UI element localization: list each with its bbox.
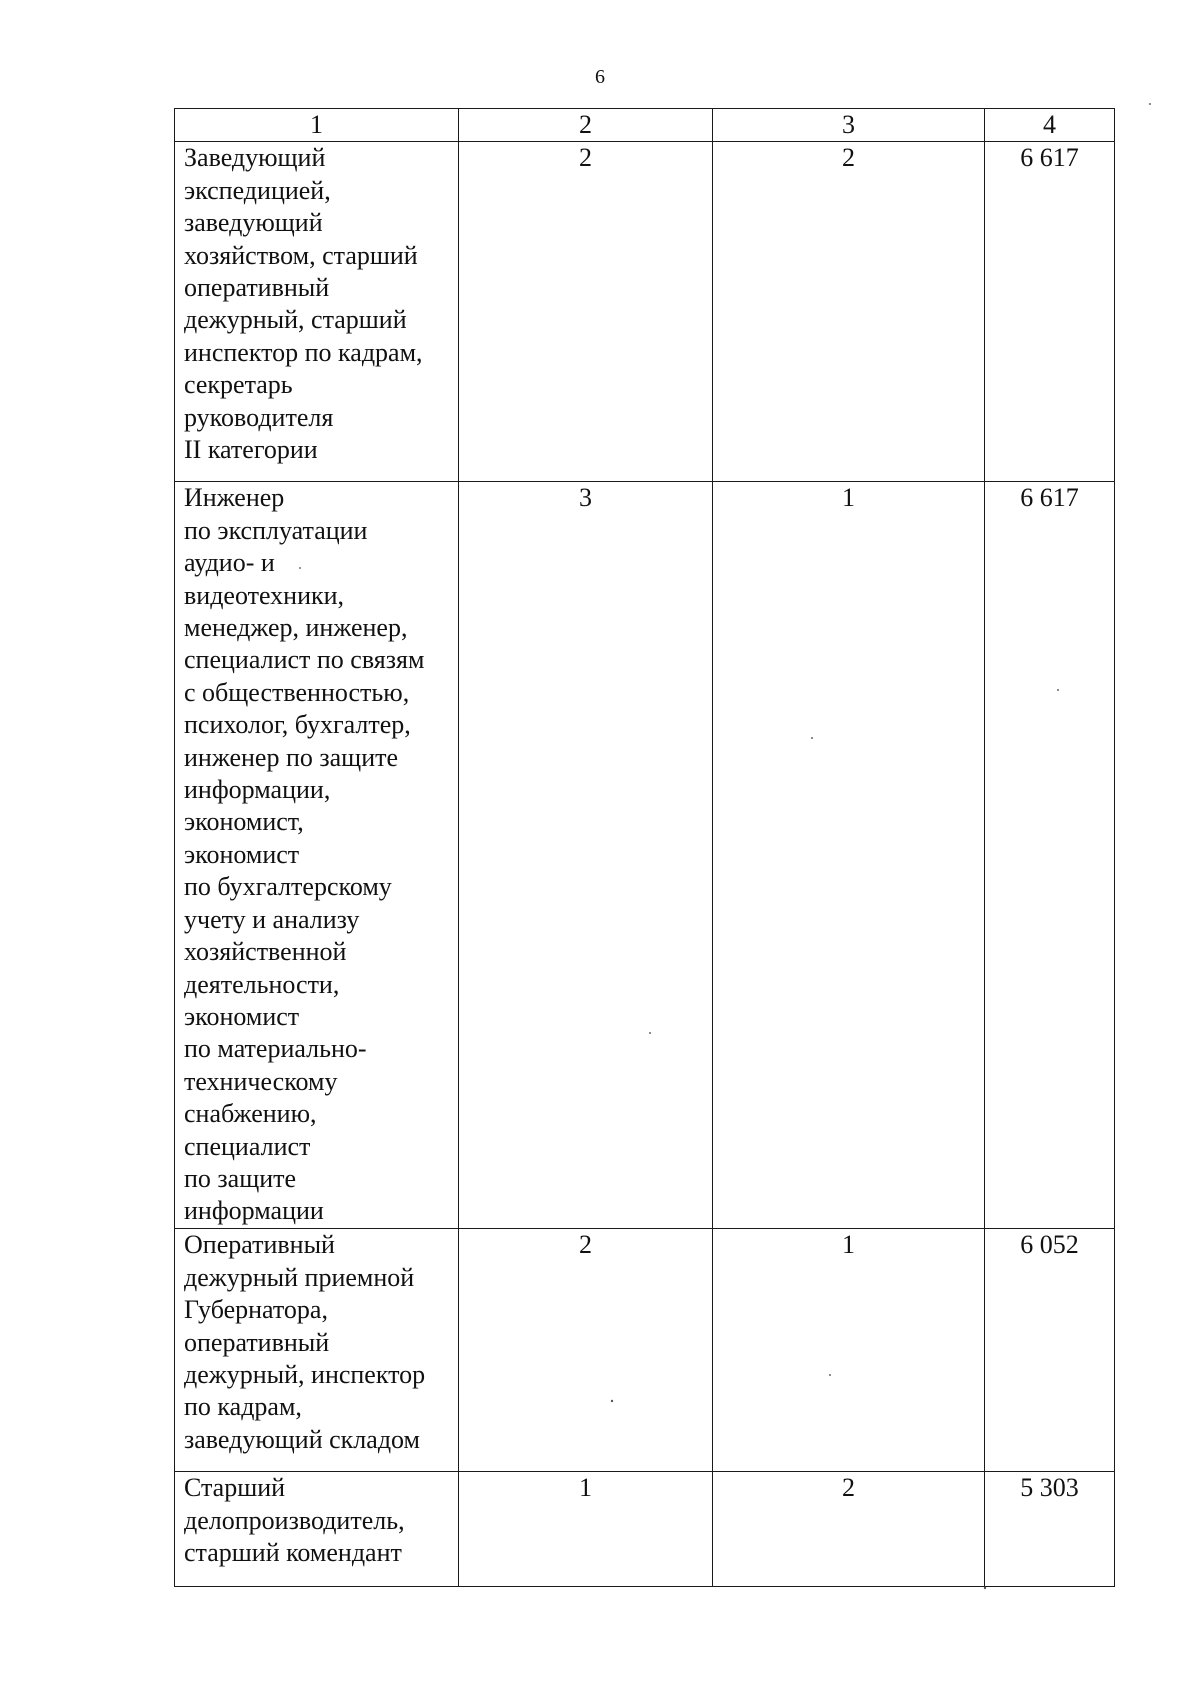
column-header-3: 3 [713,109,985,142]
column-header-2: 2 [459,109,713,142]
table-row [175,1472,1115,1587]
position-names-cell: Оперативный дежурный приемной Губернатора, оперативный дежурный, инспектор по кадрам, заведующий складом [175,1229,459,1472]
staff-salary-table [174,108,1115,1587]
col2-value-cell: 2 [459,1229,713,1472]
col2-value-cell: 2 [459,142,713,482]
page-number: 6 [595,66,605,88]
col3-value-cell: 1 [713,482,985,1229]
position-names-cell: Заведующий экспедицией, заведующий хозяйством, старший оперативный дежурный, старший инспектор по кадрам, секретарь руководителя II категории [175,142,459,482]
column-header-1: 1 [175,109,459,142]
table-row [175,482,1115,1229]
salary-value-cell: 5 303 [985,1472,1115,1587]
table-header-row [175,109,1115,142]
salary-value-cell: 6 617 [985,142,1115,482]
table-row [175,1229,1115,1472]
position-names-cell: Старший делопроизводитель, старший комендант [175,1472,459,1587]
salary-value-cell: 6 617 [985,482,1115,1229]
col2-value-cell: 1 [459,1472,713,1587]
col3-value-cell: 1 [713,1229,985,1472]
column-header-4: 4 [985,109,1115,142]
table-row [175,142,1115,482]
col3-value-cell: 2 [713,1472,985,1587]
position-names-cell: Инженер по эксплуатации аудио- и видеотехники, менеджер, инженер, специалист по связям с общественностью, психолог, бухгалтер, инженер по защите информации, экономист, экономист по бухгалтерскому учету и анализу хозяйственной деятельности, экономист по материально- техническому снабжению, специалист по защите информации [175,482,459,1229]
col3-value-cell: 2 [713,142,985,482]
salary-value-cell: 6 052 [985,1229,1115,1472]
col2-value-cell: 3 [459,482,713,1229]
